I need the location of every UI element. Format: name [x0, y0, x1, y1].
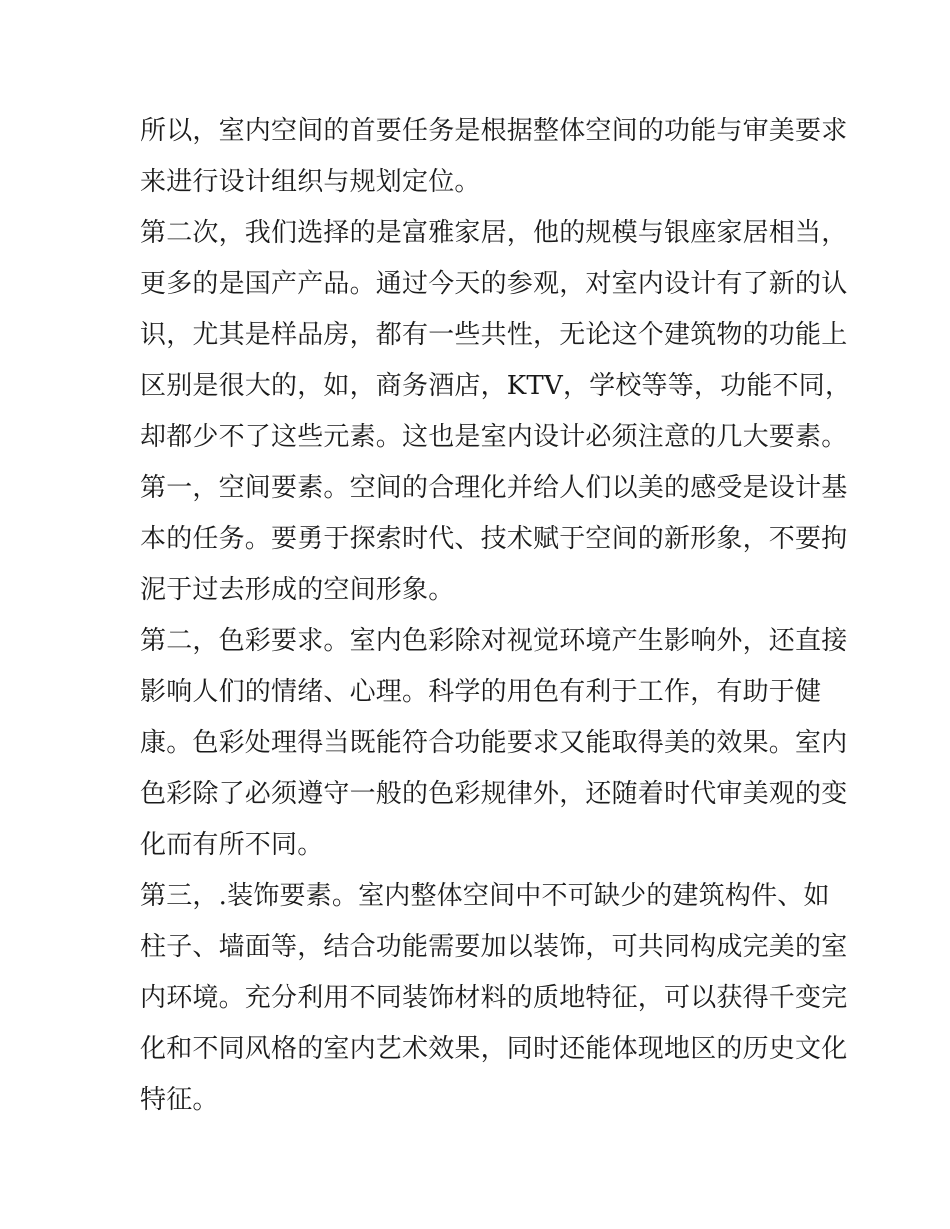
text-line: 第二，色彩要求。室内色彩除对视觉环境产生影响外，还直接 [140, 626, 848, 656]
text-line: 本的任务。要勇于探索时代、技术赋于空间的新形象，不要拘 [140, 524, 848, 554]
text-line: 化而有所不同。 [140, 830, 324, 860]
text-line: 所以，室内空间的首要任务是根据整体空间的功能与审美要求 [140, 116, 848, 146]
text-line: 识，尤其是样品房，都有一些共性，无论这个建筑物的功能上 [140, 320, 848, 350]
text-line: 来进行设计组织与规划定位。 [140, 167, 481, 197]
document-body [140, 106, 852, 1126]
text-line: 特征。 [140, 1085, 219, 1115]
text-line: 化和不同风格的室内艺术效果，同时还能体现地区的历史文化 [140, 1034, 848, 1064]
text-line: 更多的是国产产品。通过今天的参观，对室内设计有了新的认 [140, 269, 848, 299]
text-line: 泥于过去形成的空间形象。 [140, 575, 455, 605]
text-line: 色彩除了必须遵守一般的色彩规律外，还随着时代审美观的变 [140, 779, 848, 809]
text-line: 柱子、墙面等，结合功能需要加以装饰，可共同构成完美的室 [140, 932, 848, 962]
text-line: 第二次，我们选择的是富雅家居，他的规模与银座家居相当， [140, 218, 848, 248]
text-line: 影响人们的情绪、心理。科学的用色有利于工作，有助于健 [140, 677, 822, 707]
text-line: 康。色彩处理得当既能符合功能要求又能取得美的效果。室内 [140, 728, 848, 758]
text-line: 第三，.装饰要素。室内整体空间中不可缺少的建筑构件、如 [140, 881, 830, 911]
text-line: 却都少不了这些元素。这也是室内设计必须注意的几大要素。 [140, 422, 848, 452]
text-line: 第一，空间要素。空间的合理化并给人们以美的感受是设计基 [140, 473, 848, 503]
text-line: 区别是很大的，如，商务酒店，KTV，学校等等，功能不同， [140, 371, 852, 401]
text-line: 内环境。充分利用不同装饰材料的质地特征，可以获得千变完 [140, 983, 848, 1013]
